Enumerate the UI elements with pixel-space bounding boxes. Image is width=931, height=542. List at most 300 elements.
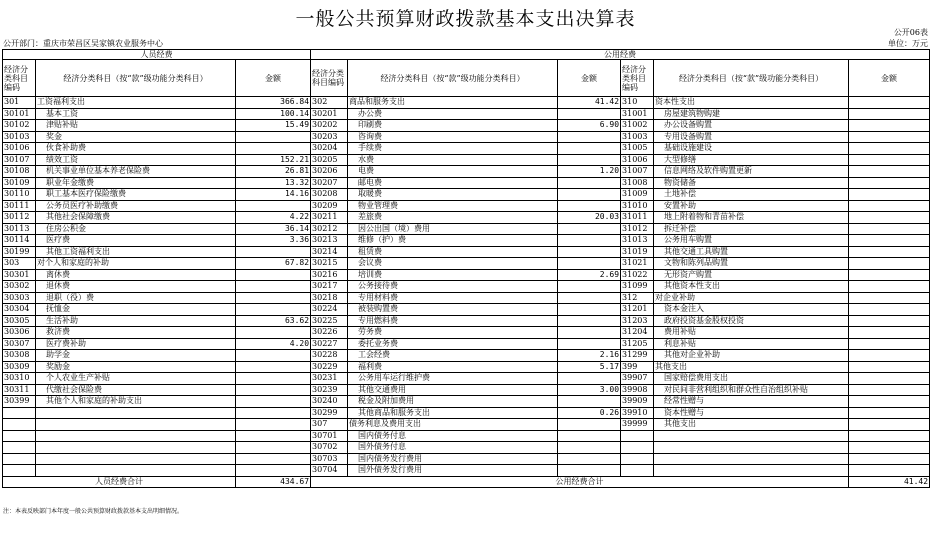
cell-name bbox=[36, 465, 236, 477]
cell-code: 30704 bbox=[311, 465, 348, 477]
cell-name: 费用补贴 bbox=[654, 327, 849, 339]
cell-code bbox=[621, 430, 654, 442]
cell-code: 31002 bbox=[621, 120, 654, 132]
cell-name: 国内债务发行费用 bbox=[348, 453, 558, 465]
cell-amount bbox=[849, 396, 930, 408]
cell-name bbox=[654, 453, 849, 465]
cell-name: 救济费 bbox=[36, 327, 236, 339]
cell-name: 办公费 bbox=[348, 108, 558, 120]
cell-name: 劳务费 bbox=[348, 327, 558, 339]
cell-amount bbox=[849, 97, 930, 109]
cell-name bbox=[654, 442, 849, 454]
cell-name: 资本性支出 bbox=[654, 97, 849, 109]
page-title: 一般公共预算财政拨款基本支出决算表 bbox=[295, 8, 636, 30]
cell-amount bbox=[236, 350, 311, 362]
personnel-section-header: 人员经费 bbox=[3, 50, 311, 60]
cell-amount bbox=[558, 327, 621, 339]
table-row bbox=[3, 131, 930, 143]
cell-name: 取暖费 bbox=[348, 189, 558, 201]
cell-name: 对个人和家庭的补助 bbox=[36, 258, 236, 270]
cell-amount bbox=[558, 304, 621, 316]
cell-name: 专用燃料费 bbox=[348, 315, 558, 327]
cell-name: 因公出国（境）费用 bbox=[348, 223, 558, 235]
cell-code: 30114 bbox=[3, 235, 36, 247]
cell-amount bbox=[236, 327, 311, 339]
cell-code: 30206 bbox=[311, 166, 348, 178]
cell-amount bbox=[849, 177, 930, 189]
cell-code: 303 bbox=[3, 258, 36, 270]
cell-code: 31008 bbox=[621, 177, 654, 189]
cell-amount: 41.42 bbox=[558, 97, 621, 109]
cell-amount bbox=[558, 143, 621, 155]
cell-code: 302 bbox=[311, 97, 348, 109]
cell-amount bbox=[849, 143, 930, 155]
cell-name: 被装购置费 bbox=[348, 304, 558, 316]
cell-name: 差旅费 bbox=[348, 212, 558, 224]
cell-amount bbox=[849, 246, 930, 258]
cell-name: 经常性赠与 bbox=[654, 396, 849, 408]
cell-code: 30112 bbox=[3, 212, 36, 224]
totals-row bbox=[3, 476, 930, 487]
cell-amount bbox=[558, 419, 621, 431]
cell-name: 其他对企业补助 bbox=[654, 350, 849, 362]
table-row bbox=[3, 465, 930, 477]
cell-name: 其他工资福利支出 bbox=[36, 246, 236, 258]
cell-amount bbox=[849, 200, 930, 212]
cell-code: 30207 bbox=[311, 177, 348, 189]
cell-amount bbox=[849, 327, 930, 339]
cell-code bbox=[3, 419, 36, 431]
cell-name: 公务员医疗补助缴费 bbox=[36, 200, 236, 212]
cell-amount bbox=[849, 166, 930, 178]
cell-name: 税金及附加费用 bbox=[348, 396, 558, 408]
cell-amount bbox=[236, 246, 311, 258]
cell-code: 30199 bbox=[3, 246, 36, 258]
cell-name: 国外债务发行费用 bbox=[348, 465, 558, 477]
cell-code: 30103 bbox=[3, 131, 36, 143]
cell-amount: 26.81 bbox=[236, 166, 311, 178]
cell-code: 30202 bbox=[311, 120, 348, 132]
table-row bbox=[3, 223, 930, 235]
cell-name: 其他交通工具购置 bbox=[654, 246, 849, 258]
cell-name: 机关事业单位基本养老保险费 bbox=[36, 166, 236, 178]
cell-amount bbox=[236, 430, 311, 442]
cell-code: 30309 bbox=[3, 361, 36, 373]
cell-code: 31022 bbox=[621, 269, 654, 281]
table-row bbox=[3, 200, 930, 212]
cell-code: 30306 bbox=[3, 327, 36, 339]
table-row bbox=[3, 350, 930, 362]
cell-name: 工会经费 bbox=[348, 350, 558, 362]
cell-name: 国外债务付息 bbox=[348, 442, 558, 454]
public-total-amount: 41.42 bbox=[849, 476, 930, 487]
cell-code: 39910 bbox=[621, 407, 654, 419]
cell-code: 30212 bbox=[311, 223, 348, 235]
cell-code: 30201 bbox=[311, 108, 348, 120]
cell-amount bbox=[558, 108, 621, 120]
cell-code: 30304 bbox=[3, 304, 36, 316]
cell-amount bbox=[849, 223, 930, 235]
cell-amount bbox=[558, 189, 621, 201]
table-row bbox=[3, 396, 930, 408]
cell-name: 专用材料费 bbox=[348, 292, 558, 304]
cell-code: 31019 bbox=[621, 246, 654, 258]
cell-code: 30308 bbox=[3, 350, 36, 362]
cell-amount: 3.36 bbox=[236, 235, 311, 247]
table-row bbox=[3, 269, 930, 281]
cell-amount bbox=[849, 258, 930, 270]
cell-amount bbox=[236, 200, 311, 212]
cell-amount: 67.82 bbox=[236, 258, 311, 270]
cell-code: 31205 bbox=[621, 338, 654, 350]
cell-name: 抚恤金 bbox=[36, 304, 236, 316]
cell-name: 文物和陈列品购置 bbox=[654, 258, 849, 270]
cell-code: 30310 bbox=[3, 373, 36, 385]
cell-code: 30299 bbox=[311, 407, 348, 419]
cell-amount bbox=[558, 430, 621, 442]
cell-name: 津贴补贴 bbox=[36, 120, 236, 132]
cell-code: 31204 bbox=[621, 327, 654, 339]
cell-code: 310 bbox=[621, 97, 654, 109]
cell-amount: 100.14 bbox=[236, 108, 311, 120]
cell-code: 399 bbox=[621, 361, 654, 373]
cell-amount bbox=[558, 315, 621, 327]
cell-amount: 2.16 bbox=[558, 350, 621, 362]
cell-code: 30208 bbox=[311, 189, 348, 201]
cell-name: 土地补偿 bbox=[654, 189, 849, 201]
cell-amount bbox=[236, 396, 311, 408]
cell-amount bbox=[849, 338, 930, 350]
cell-code: 31001 bbox=[621, 108, 654, 120]
cell-code: 30301 bbox=[3, 269, 36, 281]
column-header-row bbox=[3, 60, 930, 97]
cell-code bbox=[621, 442, 654, 454]
cell-name: 助学金 bbox=[36, 350, 236, 362]
table-row bbox=[3, 315, 930, 327]
cell-name: 职工基本医疗保险缴费 bbox=[36, 189, 236, 201]
cell-name: 离休费 bbox=[36, 269, 236, 281]
cell-code: 30213 bbox=[311, 235, 348, 247]
cell-code: 30225 bbox=[311, 315, 348, 327]
cell-name: 手续费 bbox=[348, 143, 558, 155]
cell-name: 地上附着物和青苗补偿 bbox=[654, 212, 849, 224]
cell-code: 30108 bbox=[3, 166, 36, 178]
table-row bbox=[3, 430, 930, 442]
cell-code: 31012 bbox=[621, 223, 654, 235]
cell-code bbox=[621, 465, 654, 477]
cell-code: 30209 bbox=[311, 200, 348, 212]
cell-code: 30305 bbox=[3, 315, 36, 327]
table-row bbox=[3, 453, 930, 465]
cell-name: 委托业务费 bbox=[348, 338, 558, 350]
cell-code: 30111 bbox=[3, 200, 36, 212]
cell-amount bbox=[558, 281, 621, 293]
department-label: 公开部门：重庆市荣昌区吴家镇农业服务中心 bbox=[3, 39, 163, 48]
form-number: 公开06表 bbox=[893, 28, 928, 37]
cell-amount bbox=[558, 396, 621, 408]
cell-name: 利息补贴 bbox=[654, 338, 849, 350]
code-header: 经济分类科目编码 bbox=[621, 60, 654, 97]
cell-amount bbox=[849, 108, 930, 120]
cell-name: 国内债务付息 bbox=[348, 430, 558, 442]
cell-name: 拆迁补偿 bbox=[654, 223, 849, 235]
cell-name bbox=[654, 465, 849, 477]
cell-name: 维修（护）费 bbox=[348, 235, 558, 247]
cell-amount: 4.22 bbox=[236, 212, 311, 224]
cell-name: 医疗费补助 bbox=[36, 338, 236, 350]
cell-amount bbox=[849, 281, 930, 293]
cell-amount bbox=[849, 269, 930, 281]
cell-name: 医疗费 bbox=[36, 235, 236, 247]
cell-name: 咨询费 bbox=[348, 131, 558, 143]
cell-name: 邮电费 bbox=[348, 177, 558, 189]
cell-amount bbox=[236, 131, 311, 143]
cell-amount bbox=[558, 235, 621, 247]
cell-code: 30106 bbox=[3, 143, 36, 155]
unit-label: 单位：万元 bbox=[888, 39, 928, 48]
cell-name: 物业管理费 bbox=[348, 200, 558, 212]
table-row bbox=[3, 327, 930, 339]
cell-code: 30240 bbox=[311, 396, 348, 408]
cell-code: 30107 bbox=[3, 154, 36, 166]
cell-amount bbox=[558, 338, 621, 350]
cell-amount bbox=[849, 465, 930, 477]
cell-code: 30203 bbox=[311, 131, 348, 143]
cell-amount bbox=[849, 189, 930, 201]
cell-name: 国家赔偿费用支出 bbox=[654, 373, 849, 385]
cell-code: 31201 bbox=[621, 304, 654, 316]
table-row bbox=[3, 143, 930, 155]
cell-name: 商品和服务支出 bbox=[348, 97, 558, 109]
name-header: 经济分类科目（按“款”级功能分类科目） bbox=[654, 60, 849, 97]
cell-code: 30702 bbox=[311, 442, 348, 454]
cell-code: 30311 bbox=[3, 384, 36, 396]
public-total-label: 公用经费合计 bbox=[311, 476, 849, 487]
cell-code: 30239 bbox=[311, 384, 348, 396]
cell-code: 30399 bbox=[3, 396, 36, 408]
cell-amount bbox=[236, 419, 311, 431]
cell-name: 代缴社会保险费 bbox=[36, 384, 236, 396]
cell-name: 房屋建筑物购建 bbox=[654, 108, 849, 120]
name-header: 经济分类科目（按“款”级功能分类科目） bbox=[348, 60, 558, 97]
table-row bbox=[3, 304, 930, 316]
cell-amount: 5.17 bbox=[558, 361, 621, 373]
personnel-total-label: 人员经费合计 bbox=[3, 476, 236, 487]
cell-amount bbox=[849, 407, 930, 419]
code-header: 经济分类科目编码 bbox=[3, 60, 36, 97]
cell-name: 退职（役）费 bbox=[36, 292, 236, 304]
cell-name: 公务接待费 bbox=[348, 281, 558, 293]
cell-code bbox=[3, 430, 36, 442]
cell-amount bbox=[236, 373, 311, 385]
cell-name: 对企业补助 bbox=[654, 292, 849, 304]
cell-code: 30109 bbox=[3, 177, 36, 189]
cell-code: 30204 bbox=[311, 143, 348, 155]
cell-code: 30224 bbox=[311, 304, 348, 316]
cell-name: 生活补助 bbox=[36, 315, 236, 327]
table-row bbox=[3, 154, 930, 166]
cell-code: 30701 bbox=[311, 430, 348, 442]
cell-code: 31003 bbox=[621, 131, 654, 143]
cell-code: 30110 bbox=[3, 189, 36, 201]
cell-name bbox=[36, 430, 236, 442]
cell-code: 30211 bbox=[311, 212, 348, 224]
cell-amount: 2.69 bbox=[558, 269, 621, 281]
cell-amount bbox=[236, 442, 311, 454]
cell-code: 30218 bbox=[311, 292, 348, 304]
cell-name bbox=[36, 407, 236, 419]
cell-name: 资本金注入 bbox=[654, 304, 849, 316]
cell-name: 其他交通费用 bbox=[348, 384, 558, 396]
cell-code: 30226 bbox=[311, 327, 348, 339]
cell-amount bbox=[849, 430, 930, 442]
cell-amount bbox=[236, 361, 311, 373]
cell-code: 30231 bbox=[311, 373, 348, 385]
cell-code: 31021 bbox=[621, 258, 654, 270]
cell-code: 31013 bbox=[621, 235, 654, 247]
cell-amount: 366.84 bbox=[236, 97, 311, 109]
cell-code: 30215 bbox=[311, 258, 348, 270]
cell-amount bbox=[236, 465, 311, 477]
cell-amount: 20.03 bbox=[558, 212, 621, 224]
cell-amount: 36.14 bbox=[236, 223, 311, 235]
cell-amount: 0.26 bbox=[558, 407, 621, 419]
cell-code: 39909 bbox=[621, 396, 654, 408]
cell-name: 政府投资基金股权投资 bbox=[654, 315, 849, 327]
cell-name bbox=[36, 419, 236, 431]
table-row bbox=[3, 120, 930, 132]
table-row bbox=[3, 338, 930, 350]
cell-amount: 13.32 bbox=[236, 177, 311, 189]
cell-code bbox=[3, 407, 36, 419]
cell-code: 30703 bbox=[311, 453, 348, 465]
cell-amount bbox=[236, 407, 311, 419]
cell-name: 无形资产购置 bbox=[654, 269, 849, 281]
cell-name: 退休费 bbox=[36, 281, 236, 293]
cell-code: 31011 bbox=[621, 212, 654, 224]
cell-amount bbox=[558, 442, 621, 454]
cell-code: 30214 bbox=[311, 246, 348, 258]
cell-amount: 1.20 bbox=[558, 166, 621, 178]
cell-amount bbox=[558, 258, 621, 270]
cell-amount bbox=[849, 131, 930, 143]
cell-code: 30205 bbox=[311, 154, 348, 166]
cell-code: 30303 bbox=[3, 292, 36, 304]
section-header-row bbox=[3, 50, 930, 60]
amount-header: 金额 bbox=[558, 60, 621, 97]
cell-amount: 15.49 bbox=[236, 120, 311, 132]
cell-amount bbox=[849, 442, 930, 454]
cell-amount bbox=[849, 384, 930, 396]
cell-code: 31099 bbox=[621, 281, 654, 293]
cell-code: 31299 bbox=[621, 350, 654, 362]
cell-name: 其他社会保障缴费 bbox=[36, 212, 236, 224]
cell-name: 住房公积金 bbox=[36, 223, 236, 235]
cell-amount bbox=[558, 292, 621, 304]
cell-code: 30302 bbox=[3, 281, 36, 293]
cell-name: 奖金 bbox=[36, 131, 236, 143]
public-section-header: 公用经费 bbox=[311, 50, 930, 60]
table-row bbox=[3, 292, 930, 304]
cell-code bbox=[3, 442, 36, 454]
cell-code: 30113 bbox=[3, 223, 36, 235]
cell-code: 30307 bbox=[3, 338, 36, 350]
table-row bbox=[3, 235, 930, 247]
cell-code bbox=[3, 465, 36, 477]
cell-code: 30229 bbox=[311, 361, 348, 373]
cell-code: 307 bbox=[311, 419, 348, 431]
table-row bbox=[3, 373, 930, 385]
cell-name: 信息网络及软件购置更新 bbox=[654, 166, 849, 178]
cell-amount bbox=[849, 350, 930, 362]
cell-amount bbox=[558, 154, 621, 166]
table-row bbox=[3, 419, 930, 431]
cell-amount bbox=[558, 131, 621, 143]
cell-code: 31005 bbox=[621, 143, 654, 155]
table-row bbox=[3, 108, 930, 120]
cell-amount: 4.20 bbox=[236, 338, 311, 350]
cell-name: 基础设施建设 bbox=[654, 143, 849, 155]
cell-code: 30216 bbox=[311, 269, 348, 281]
cell-name bbox=[36, 442, 236, 454]
cell-amount bbox=[849, 212, 930, 224]
cell-code: 30101 bbox=[3, 108, 36, 120]
cell-code: 31010 bbox=[621, 200, 654, 212]
cell-name: 大型修缮 bbox=[654, 154, 849, 166]
cell-amount bbox=[558, 177, 621, 189]
cell-name: 公务用车运行维护费 bbox=[348, 373, 558, 385]
cell-name: 债务利息及费用支出 bbox=[348, 419, 558, 431]
cell-name: 办公设备购置 bbox=[654, 120, 849, 132]
cell-name: 基本工资 bbox=[36, 108, 236, 120]
cell-name: 奖励金 bbox=[36, 361, 236, 373]
table-row bbox=[3, 442, 930, 454]
cell-name: 职业年金缴费 bbox=[36, 177, 236, 189]
cell-amount bbox=[849, 453, 930, 465]
cell-name: 资本性赠与 bbox=[654, 407, 849, 419]
table-row bbox=[3, 281, 930, 293]
cell-code: 31007 bbox=[621, 166, 654, 178]
cell-name: 福利费 bbox=[348, 361, 558, 373]
footnote: 注：本表反映部门本年度一般公共预算财政拨款基本支出明细情况。 bbox=[3, 508, 184, 515]
cell-code: 39999 bbox=[621, 419, 654, 431]
cell-name: 个人农业生产补贴 bbox=[36, 373, 236, 385]
cell-amount bbox=[236, 292, 311, 304]
cell-amount bbox=[236, 453, 311, 465]
cell-name: 其他支出 bbox=[654, 419, 849, 431]
cell-amount bbox=[236, 304, 311, 316]
cell-amount bbox=[236, 281, 311, 293]
cell-code: 30227 bbox=[311, 338, 348, 350]
cell-amount bbox=[849, 304, 930, 316]
cell-amount bbox=[558, 453, 621, 465]
cell-name: 公务用车购置 bbox=[654, 235, 849, 247]
cell-code: 39907 bbox=[621, 373, 654, 385]
table-row bbox=[3, 189, 930, 201]
cell-code: 39908 bbox=[621, 384, 654, 396]
cell-name: 租赁费 bbox=[348, 246, 558, 258]
cell-amount bbox=[849, 315, 930, 327]
cell-code: 30217 bbox=[311, 281, 348, 293]
cell-amount bbox=[849, 292, 930, 304]
personnel-total-amount: 434.67 bbox=[236, 476, 311, 487]
cell-name: 绩效工资 bbox=[36, 154, 236, 166]
cell-amount: 152.21 bbox=[236, 154, 311, 166]
cell-amount: 14.16 bbox=[236, 189, 311, 201]
cell-name: 培训费 bbox=[348, 269, 558, 281]
cell-amount bbox=[558, 373, 621, 385]
cell-name: 其他支出 bbox=[654, 361, 849, 373]
